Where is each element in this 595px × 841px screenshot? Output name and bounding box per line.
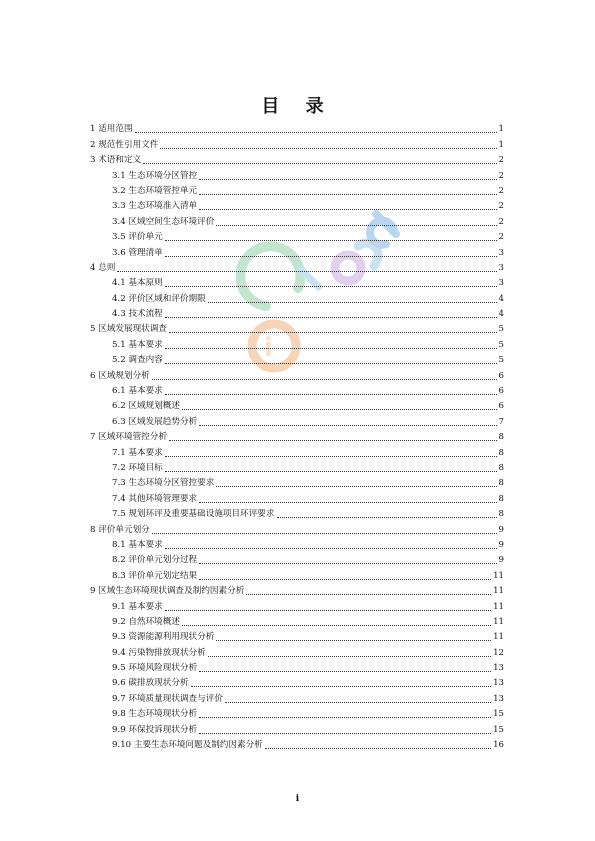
toc-entry-page: 13 [493,663,504,674]
toc-entry-page: 8 [498,509,504,520]
toc-entry[interactable] [90,412,504,427]
toc-entry-label: 3.1 生态环境分区管控 [112,170,198,181]
toc-entry-page: 15 [493,709,504,720]
toc-entry-label: 3.6 管理清单 [112,247,163,258]
toc-entry[interactable] [90,489,504,504]
toc-leader-dots [216,640,491,641]
toc-leader-dots [165,348,497,349]
toc-leader-dots [152,379,497,380]
toc-entry[interactable] [90,382,504,397]
toc-entry[interactable] [90,197,504,212]
toc-entry-page: 2 [498,185,504,196]
toc-entry-page: 15 [493,724,504,735]
toc-entry[interactable] [90,135,504,150]
toc-title: 目 录 [261,96,334,117]
toc-leader-dots [191,686,492,687]
toc-entry-label: 5.2 调查内容 [112,355,163,366]
toc-entry-page: 6 [498,386,504,397]
toc-leader-dots [277,517,497,518]
toc-entry-label: 6.1 基本要求 [112,386,163,397]
toc-leader-dots [199,179,496,180]
toc-leader-dots [246,594,491,595]
toc-entry[interactable] [90,582,504,597]
toc-entry-label: 2 规范性引用文件 [90,139,159,150]
toc-entry-label: 8.3 评价单元划定结果 [112,570,198,581]
toc-entry[interactable] [90,151,504,166]
toc-entry[interactable] [90,643,504,658]
toc-entry-label: 6.3 区域发展趋势分析 [112,416,198,427]
toc-entry-page: 2 [498,201,504,212]
toc-entry-page: 7 [498,416,504,427]
toc-leader-dots [165,471,497,472]
toc-entry-label: 7.5 规划环评及重要基础设施项目环评要求 [112,509,275,520]
toc-leader-dots [165,317,497,318]
toc-entry-page: 16 [493,740,504,751]
toc-entry[interactable] [90,397,504,412]
toc-entry-label: 7.1 基本要求 [112,447,163,458]
toc-entry-page: 3 [498,247,504,258]
toc-entry[interactable] [90,120,504,135]
toc-leader-dots [199,563,496,564]
toc-entry-label: 9.10 主要生态环境问题及制约因素分析 [112,740,263,751]
toc-entry[interactable] [90,459,504,474]
svg-text:l: l [290,258,333,302]
toc-entry-page: 11 [493,601,504,612]
toc-entry[interactable] [90,289,504,304]
toc-entry-label: 3 术语和定义 [90,155,142,166]
toc-leader-dots [199,733,491,734]
toc-leader-dots [199,209,496,210]
toc-entry-label: 7 区域环境管控分析 [90,432,167,443]
toc-leader-dots [117,271,496,272]
toc-entry[interactable] [90,736,504,751]
toc-entry[interactable] [90,428,504,443]
toc-entry-page: 1 [498,139,504,150]
toc-entry-label: 8 评价单元划分 [90,524,150,535]
toc-entry-label: 6.2 区域规划概述 [112,401,180,412]
toc-leader-dots [199,671,491,672]
toc-entry[interactable] [90,505,504,520]
toc-entry[interactable] [90,182,504,197]
toc-leader-dots [199,717,491,718]
toc-entry[interactable] [90,320,504,335]
toc-entry[interactable] [90,689,504,704]
toc-entry-label: 4.3 技术流程 [112,309,163,320]
toc-leader-dots [135,132,497,133]
toc-entry[interactable] [90,243,504,258]
toc-entry[interactable] [90,705,504,720]
toc-entry-page: 8 [498,478,504,489]
toc-leader-dots [208,656,491,657]
toc-entry-page: 5 [498,324,504,335]
toc-entry-label: 3.4 区域空间生态环境评价 [112,216,215,227]
toc-entry-label: 4.1 基本原则 [112,278,163,289]
toc-leader-dots [199,502,496,503]
toc-entry[interactable] [90,551,504,566]
toc-leader-dots [225,702,491,703]
toc-entry-page: 2 [498,155,504,166]
toc-leader-dots [165,456,497,457]
toc-leader-dots [265,748,491,749]
toc-entry-page: 11 [493,570,504,581]
toc-leader-dots [165,548,497,549]
toc-entry-page: 5 [498,355,504,366]
toc-entry[interactable] [90,536,504,551]
toc-entry-page: 3 [498,278,504,289]
toc-entry-page: 11 [493,632,504,643]
toc-entry-label: 3.5 评价单元 [112,232,163,243]
toc-entry-label: 9.6 碳排放现状分析 [112,678,189,689]
toc-entry[interactable] [90,212,504,227]
table-of-contents [90,120,504,751]
toc-entry[interactable] [90,228,504,243]
toc-entry[interactable] [90,659,504,674]
toc-entry-page: 9 [498,555,504,566]
toc-leader-dots [143,163,496,164]
toc-entry[interactable] [90,305,504,320]
toc-entry-page: 2 [498,232,504,243]
toc-entry[interactable] [90,628,504,643]
toc-entry-label: 7.2 环境目标 [112,462,163,473]
toc-entry-label: 6 区域规划分析 [90,370,150,381]
toc-entry[interactable] [90,366,504,381]
toc-entry[interactable] [90,520,504,535]
toc-entry-label: 8.1 基本要求 [112,539,163,550]
toc-leader-dots [152,533,497,534]
toc-entry[interactable] [90,166,504,181]
toc-entry[interactable] [90,566,504,581]
toc-entry-label: 9.9 环保投诉现状分析 [112,724,198,735]
toc-entry-page: 2 [498,170,504,181]
toc-entry-label: 9.2 自然环境概述 [112,616,180,627]
toc-entry-label: 9.7 环境质量现状调查与评价 [112,693,223,704]
toc-leader-dots [165,256,497,257]
toc-entry-page: 13 [493,693,504,704]
toc-entry-label: 3.2 生态环境管控单元 [112,185,198,196]
toc-entry[interactable] [90,443,504,458]
toc-entry-label: 1 适用范围 [90,124,133,135]
toc-entry-page: 13 [493,678,504,689]
toc-entry[interactable] [90,597,504,612]
page-number: i [295,794,300,804]
toc-entry-page: 4 [498,293,504,304]
toc-entry-label: 5.1 基本要求 [112,339,163,350]
toc-leader-dots [169,440,497,441]
toc-leader-dots [182,409,497,410]
toc-entry-page: 9 [498,524,504,535]
toc-leader-dots [199,579,491,580]
toc-entry-page: 8 [498,493,504,504]
toc-leader-dots [199,194,496,195]
toc-entry[interactable] [90,259,504,274]
toc-entry-label: 9.8 生态环境现状分析 [112,709,198,720]
toc-leader-dots [216,486,496,487]
toc-entry-page: 8 [498,447,504,458]
toc-leader-dots [165,363,497,364]
toc-entry-page: 9 [498,539,504,550]
toc-entry-label: 9.4 污染物排放现状分析 [112,647,206,658]
toc-leader-dots [165,610,491,611]
toc-entry[interactable] [90,335,504,350]
toc-entry-label: 5 区域发展现状调查 [90,324,167,335]
toc-entry-label: 7.4 其他环境管理要求 [112,493,198,504]
toc-entry-page: 3 [498,262,504,273]
toc-entry-page: 8 [498,462,504,473]
toc-entry-page: 5 [498,339,504,350]
toc-entry-page: 11 [493,616,504,627]
toc-entry[interactable] [90,351,504,366]
svg-text:i: i [264,333,273,363]
toc-entry[interactable] [90,720,504,735]
toc-leader-dots [165,286,497,287]
toc-entry-label: 8.2 评价单元划分过程 [112,555,198,566]
toc-leader-dots [216,225,496,226]
toc-leader-dots [160,148,496,149]
toc-entry-page: 12 [493,647,504,658]
toc-entry[interactable] [90,474,504,489]
toc-entry-label: 3.3 生态环境准入清单 [112,201,198,212]
toc-leader-dots [208,302,497,303]
toc-leader-dots [169,332,497,333]
toc-entry-label: 7.3 生态环境分区管控要求 [112,478,215,489]
toc-entry-label: 9.1 基本要求 [112,601,163,612]
toc-entry-page: 2 [498,216,504,227]
toc-entry-label: 9.3 资源能源利用现状分析 [112,632,215,643]
toc-entry-label: 9 区域生态环境现状调查及制约因素分析 [90,586,245,597]
toc-entry-page: 1 [498,124,504,135]
toc-leader-dots [165,240,497,241]
toc-entry-label: 4.2 评价区域和评价期限 [112,293,206,304]
toc-entry-page: 4 [498,309,504,320]
toc-entry-page: 6 [498,401,504,412]
toc-entry-page: 11 [493,586,504,597]
toc-entry-page: 8 [498,432,504,443]
toc-entry-page: 6 [498,370,504,381]
toc-entry-label: 4 总则 [90,262,116,273]
toc-entry[interactable] [90,274,504,289]
toc-leader-dots [182,625,491,626]
toc-leader-dots [165,394,497,395]
toc-entry[interactable] [90,613,504,628]
toc-entry[interactable] [90,674,504,689]
toc-entry-label: 9.5 环境风险现状分析 [112,663,198,674]
toc-leader-dots [199,425,496,426]
